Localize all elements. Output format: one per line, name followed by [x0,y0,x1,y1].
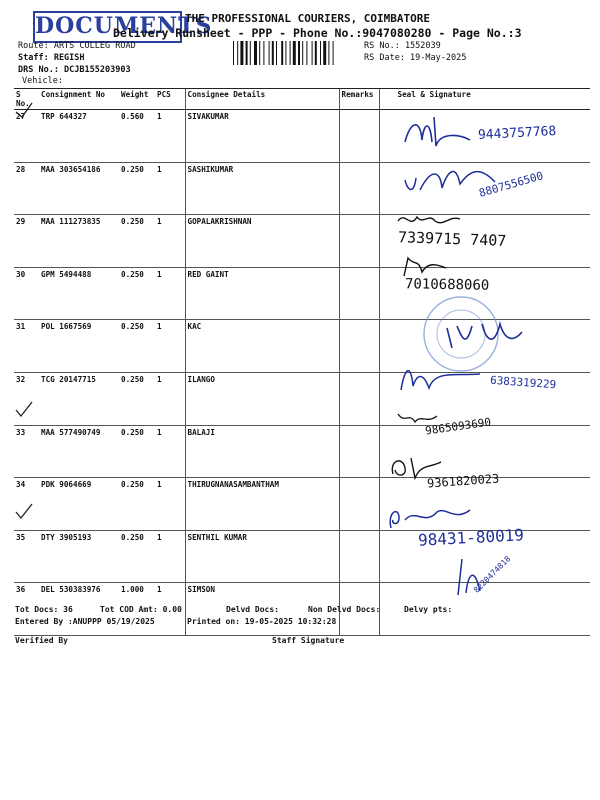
row-remarks [339,478,379,531]
row-consignee: KAC [185,320,339,373]
row-consignment: DTY 3905193 [39,530,119,583]
row-sno: 28 [14,162,39,215]
row-consignee: ILANGO [185,372,339,425]
row-sno: 35 [14,530,39,583]
row-remarks [339,267,379,320]
row-consignment: TCG 20147715 [39,372,119,425]
barcode [232,41,357,65]
row-signature-cell [379,478,590,531]
row-weight: 0.250 [119,425,155,478]
route-label: Route: ARTS COLLEG ROAD [18,41,136,51]
handwritten-phone: 9443757768 [477,123,557,144]
row-weight: 0.250 [119,530,155,583]
handwritten-phone: 8807556500 [477,169,545,200]
printed-on: Printed on: 19-05-2025 10:32:28 [187,617,337,626]
row-signature-cell [379,425,590,478]
row-remarks [339,425,379,478]
col-weight: Weight [119,89,155,110]
row-pcs: 1 [155,267,185,320]
row-remarks [339,215,379,268]
col-seal: Seal & Signature [379,89,590,110]
rs-date: RS Date: 19-May-2025 [364,53,467,63]
table-row [14,267,590,320]
row-weight: 0.250 [119,215,155,268]
row-consignee: BALAJI [185,425,339,478]
row-consignee: SENTHIL KUMAR [185,530,339,583]
stamp-text: DOCUMENTS [35,13,213,39]
row-pcs: 1 [155,530,185,583]
row-consignment: MAA 303654186 [39,162,119,215]
table-row [14,110,590,163]
row-weight: 0.250 [119,478,155,531]
delvy-pts: Delvy pts: [404,605,453,614]
tot-docs: Tot Docs: 36 [15,605,73,614]
col-pcs: PCS [155,89,185,110]
col-consignment: Consignment No [39,89,119,110]
table-header-row [14,89,590,110]
row-pcs: 1 [155,215,185,268]
row-signature-cell [379,372,590,425]
staff-signature: Staff Signature [272,636,345,645]
row-consignment: POL 1667569 [39,320,119,373]
row-weight: 0.250 [119,372,155,425]
company-name: THE PROFESSIONAL COURIERS, COIMBATORE [185,12,431,25]
vehicle-label: Vehicle: [22,76,63,86]
row-remarks [339,320,379,373]
handwritten-phone: 98431-80019 [417,525,525,550]
row-remarks [339,372,379,425]
row-consignment: DEL 530383976 [39,583,119,636]
runsheet-table [14,88,590,636]
row-sno: 29 [14,215,39,268]
row-consignee: RED GAINT [185,267,339,320]
row-consignment: MAA 111273835 [39,215,119,268]
row-consignee: THIRUGNANASAMBANTHAM [185,478,339,531]
handwritten-phone: 7339715 7407 [397,228,507,250]
table-row [14,425,590,478]
row-sno: 33 [14,425,39,478]
staff-label: Staff: REGISH [18,53,85,63]
delvd-docs: Delvd Docs: [226,605,279,614]
table-row [14,320,590,373]
row-pcs: 1 [155,162,185,215]
row-consignee: SASHIKUMAR [185,162,339,215]
handwritten-phone: 9361820023 [426,471,500,491]
row-weight: 0.250 [119,162,155,215]
col-consignee: Consignee Details [185,89,339,110]
row-consignee: SIMSON [185,583,339,636]
handwritten-phone: 6383319229 [489,373,557,392]
row-sno: 34 [14,478,39,531]
verified-by: Verified By [15,636,68,645]
row-signature-cell [379,162,590,215]
row-consignee: SIVAKUMAR [185,110,339,163]
row-consignee: GOPALAKRISHNAN [185,215,339,268]
row-pcs: 1 [155,583,185,636]
row-signature-cell [379,215,590,268]
rs-number: RS No.: 1552039 [364,41,441,51]
row-remarks [339,162,379,215]
table-row [14,372,590,425]
row-pcs: 1 [155,372,185,425]
table-row [14,530,590,583]
handwritten-phone: 7010688060 [404,276,490,294]
row-signature-cell [379,320,590,373]
drs-number: DRS No.: DCJB155203903 [18,65,131,75]
non-delvd-docs: Non Delvd Docs: [308,605,381,614]
runsheet-title: Delivery Runsheet - PPP - Phone No.:9047080280 - Page No.:3 [113,26,522,40]
row-consignment: GPM 5494488 [39,267,119,320]
row-weight: 0.560 [119,110,155,163]
handwritten-phone: 9865093690 [424,415,492,438]
table-row [14,215,590,268]
entered-by: Entered By :ANUPPP 05/19/2025 [15,617,155,626]
row-remarks [339,110,379,163]
row-signature-cell [379,267,590,320]
row-pcs: 1 [155,110,185,163]
row-weight: 0.250 [119,320,155,373]
col-remarks: Remarks [339,89,379,110]
row-sno: 31 [14,320,39,373]
row-weight: 0.250 [119,267,155,320]
row-signature-cell [379,530,590,583]
row-sno: 30 [14,267,39,320]
row-pcs: 1 [155,478,185,531]
row-pcs: 1 [155,425,185,478]
row-signature-cell [379,110,590,163]
row-sno: 27 [14,110,39,163]
row-weight: 1.000 [119,583,155,636]
row-sno: 32 [14,372,39,425]
handwritten-phone: 8220474818 [471,554,513,595]
row-consignment: TRP 644327 [39,110,119,163]
row-pcs: 1 [155,320,185,373]
row-remarks [339,530,379,583]
col-sno: S No. [14,89,39,110]
row-consignment: MAA 577490749 [39,425,119,478]
row-sno: 36 [14,583,39,636]
tot-cod-amt: Tot COD Amt: 0.00 [100,605,182,614]
table-row [14,478,590,531]
row-consignment: PDK 9064669 [39,478,119,531]
table-row [14,162,590,215]
